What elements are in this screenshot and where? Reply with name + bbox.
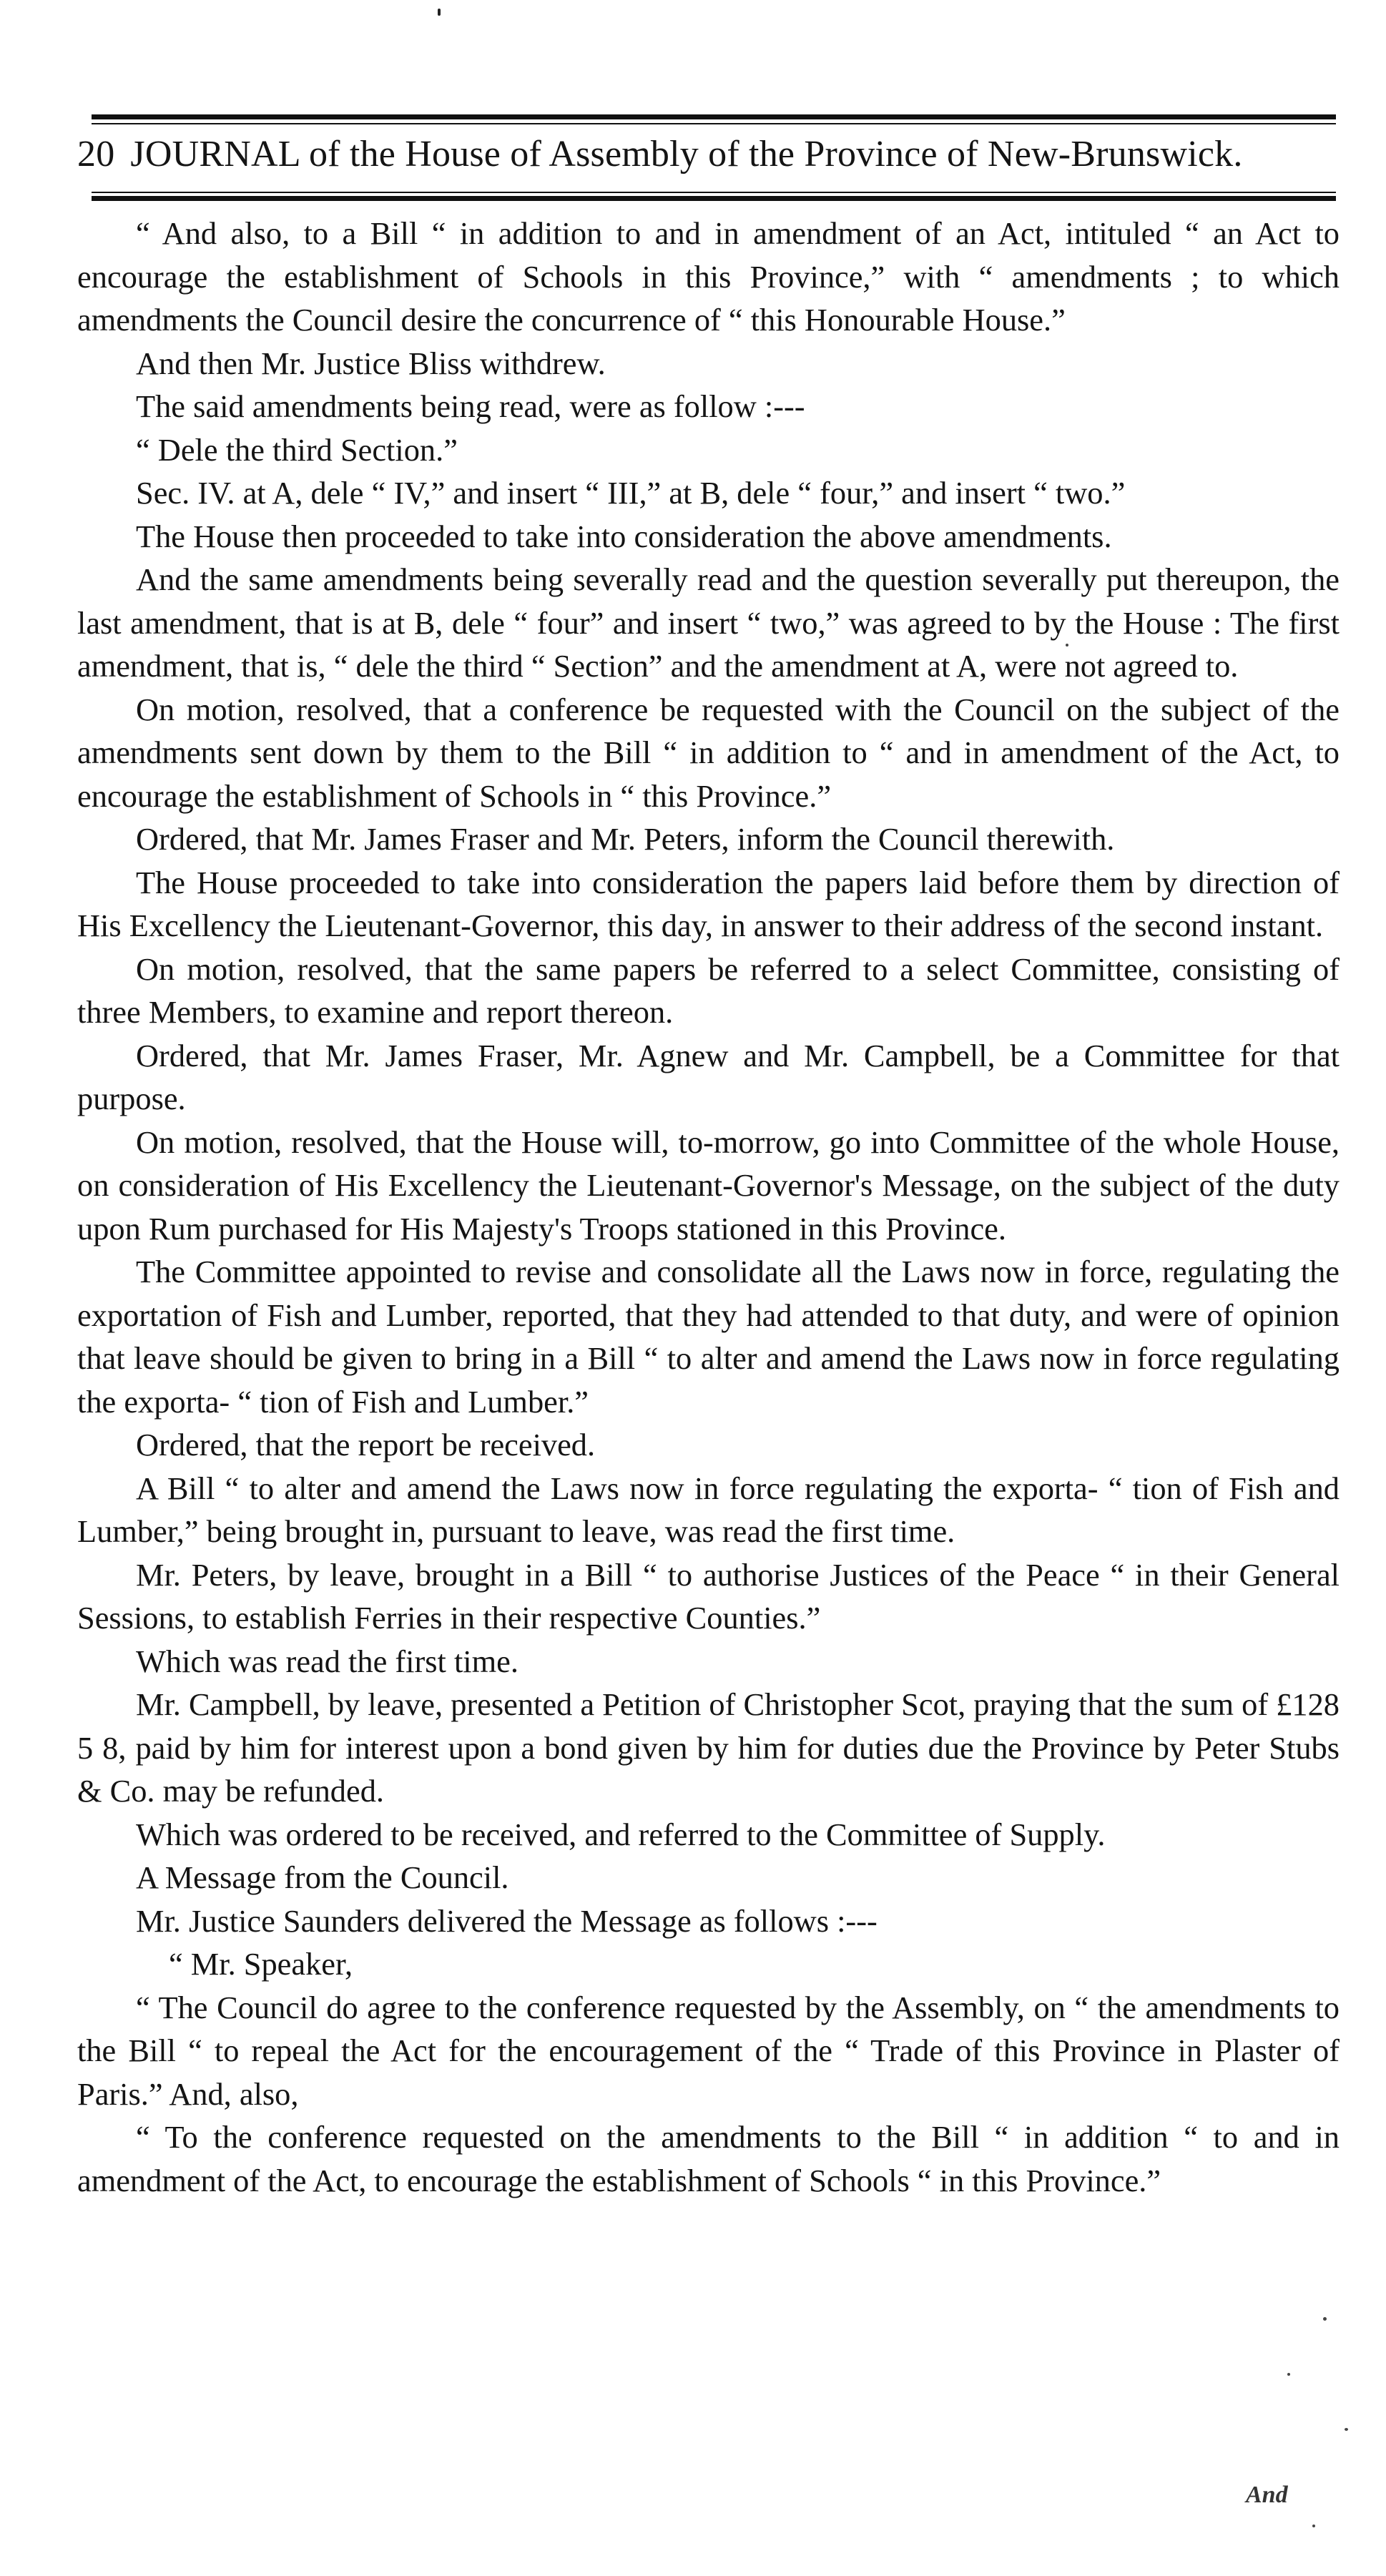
paragraph-select-committee: On motion, resolved, that the same papers be referred to a select Committee, consisting of three Members, to examine and report thereon. — [77, 950, 1340, 1030]
ink-speck — [1287, 2373, 1290, 2376]
paragraph-bliss-withdrew: And then Mr. Justice Bliss withdrew. — [136, 345, 606, 381]
journal-body — [77, 212, 1340, 2202]
paragraph-ferries-bill: Mr. Peters, by leave, brought in a Bill “ to authorise Justices of the Peace “ in their General Sessions, to establish Ferries in their respective Counties.” — [77, 1556, 1340, 1636]
page-number: 20 — [77, 134, 115, 174]
paragraph-council-message: A Message from the Council. — [136, 1859, 509, 1895]
paragraph-report-received: Ordered, that the report be received. — [136, 1427, 596, 1462]
paragraph-saunders-message: Mr. Justice Saunders delivered the Message as follows :--- — [136, 1902, 878, 1939]
paragraph-amendment-dele-section: “ Dele the third Section.” — [136, 431, 458, 468]
paragraph-committee-report: The Committee appointed to revise and consolidate all the Laws now in force, regulating the exportation of Fish and Lumber, reported, that they had attended to that duty, and were of opinion that leave should be given to bring in a Bill “ to alter and amend the Laws now in force regulating the exporta- “ tion of Fish and Lumber.” — [77, 1254, 1340, 1420]
ink-speck — [1312, 2525, 1315, 2527]
paragraph-papers-consideration: The House proceeded to take into consideration the papers laid before them by direction of His Excellency the Lieutenant-Governor, this day, in answer to their address of the second instant. — [77, 864, 1340, 943]
paragraph-committee-members: Ordered, that Mr. James Fraser, Mr. Agnew and Mr. Campbell, be a Committee for that purpose. — [77, 1037, 1340, 1116]
paragraph-question-put: And the same amendments being severally read and the question severally put thereupon, the last amendment, that is at B, dele “ four” and insert “ two,” was agreed to by the House : The first amendment, that is, “ dele the third “ Section” and the amendment at A, were not agreed to. — [77, 561, 1340, 684]
top-edge-mark — [438, 9, 441, 16]
paragraph-amendment-section-iv: Sec. IV. at A, dele “ IV,” and insert “ III,” at B, dele “ four,” and insert “ two.” — [136, 475, 1126, 511]
paragraph-whole-house-motion: On motion, resolved, that the House will, to-morrow, go into Committee of the whole House, on consideration of His Excellency the Lieutenant-Governor's Message, on the subject of the duty upon Rum purchased for His Majesty's Troops stationed in this Province. — [77, 1124, 1340, 1247]
ink-speck — [1345, 2428, 1348, 2431]
header-rule-top-thick — [92, 114, 1336, 119]
paragraph-council-agree: “ The Council do agree to the conference requested by the Assembly, on “ the amendments to the Bill “ to repeal the Act for the encouragement of the “ Trade of this Province in Plaster of Paris.” And, also, — [77, 1989, 1340, 2112]
catchword: And — [1246, 2482, 1288, 2508]
paragraph-council-message-continued: “ And also, to a Bill “ in addition to and in amendment of an Act, intituled “ an Act to encourage the establishment of Schools in this Province,” with “ amendments ; to which amendments the Council desire the concurrence of “ this Honourable House.” — [77, 215, 1340, 338]
paragraph-consideration: The House then proceeded to take into consideration the above amendments. — [136, 518, 1112, 554]
paragraph-conference-schools: “ To the conference requested on the amendments to the Bill “ in addition “ to and in amendment of the Act, to encourage the establishment of Schools “ in this Province.” — [77, 2119, 1340, 2198]
paragraph-referred-supply: Which was ordered to be received, and referred to the Committee of Supply. — [136, 1816, 1106, 1852]
paragraph-fish-lumber-bill: A Bill “ to alter and amend the Laws now in force regulating the exporta- “ tion of Fish and Lumber,” being brought in, pursuant to leave, was read the first time. — [77, 1470, 1340, 1549]
paragraph-petition-scot: Mr. Campbell, by leave, presented a Petition of Christopher Scot, praying that the sum of £128 5 8, paid by him for interest upon a bond given by him for duties due the Province by Peter Stubs & Co. may be refunded. — [77, 1686, 1340, 1809]
paragraph-mr-speaker: “ Mr. Speaker, — [169, 1946, 353, 1982]
page-header — [77, 133, 1343, 189]
header-rule-bottom-thick — [92, 196, 1336, 201]
paragraph-first-reading: Which was read the first time. — [136, 1643, 518, 1679]
ink-speck — [1066, 644, 1068, 647]
paragraph-conference-motion: On motion, resolved, that a conference be requested with the Council on the subject of the amendments sent down by them to the Bill “ in addition to “ and in amendment of the Act, to encourage the establishment of Schools in “ this Province.” — [77, 691, 1340, 814]
running-head: JOURNAL of the House of Assembly of the Province of New-Brunswick. — [130, 134, 1243, 174]
paragraph-ordered-inform-council: Ordered, that Mr. James Fraser and Mr. Peters, inform the Council therewith. — [136, 821, 1115, 857]
ink-speck — [1323, 2317, 1327, 2321]
paragraph-amendments-read: The said amendments being read, were as follow :--- — [136, 388, 805, 424]
header-rule-top-thin — [92, 123, 1336, 124]
header-rule-bottom-thin — [92, 192, 1336, 193]
